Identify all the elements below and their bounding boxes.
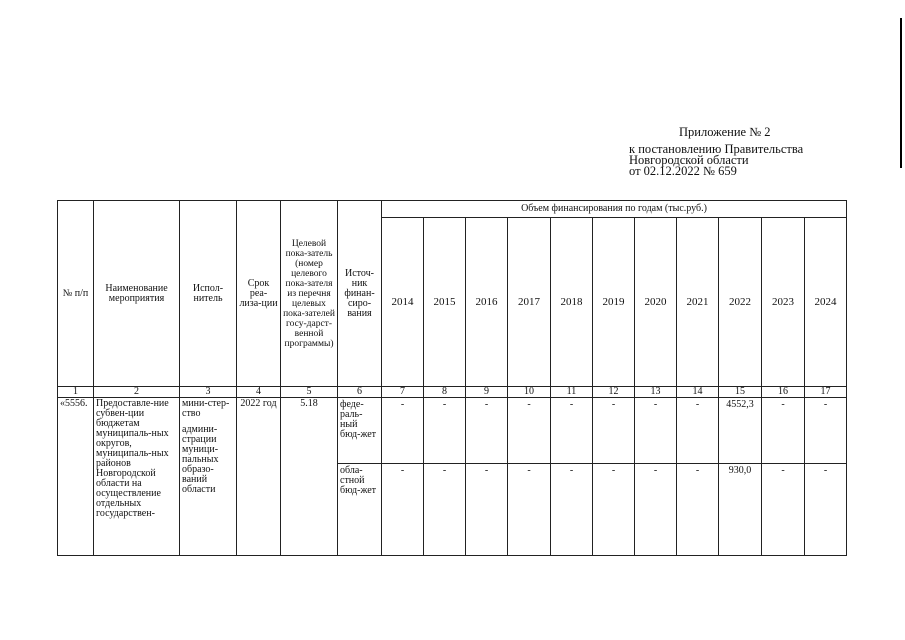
column-numbers-row bbox=[58, 387, 847, 398]
column-number: 14 bbox=[677, 387, 719, 398]
page-edge-mark bbox=[900, 18, 902, 168]
funding-value: - bbox=[762, 398, 805, 464]
column-number: 5 bbox=[281, 387, 338, 398]
funding-value: - bbox=[805, 464, 847, 556]
header-funding: Объем финансирования по годам (тыс.руб.) bbox=[382, 201, 847, 218]
row-executor-a: мини-стер-ство bbox=[182, 398, 230, 419]
appendix-header bbox=[629, 127, 803, 177]
column-number: 11 bbox=[551, 387, 593, 398]
funding-value: - bbox=[424, 398, 466, 464]
source-regional: обла-стной бюд-жет bbox=[338, 464, 382, 556]
funding-value: - bbox=[551, 464, 593, 556]
funding-value: - bbox=[508, 464, 551, 556]
column-number: 16 bbox=[762, 387, 805, 398]
funding-value: - bbox=[382, 464, 424, 556]
year-header: 2016 bbox=[466, 218, 508, 387]
header-source: Источ-ник финан-сиро-вания bbox=[338, 201, 382, 387]
year-header: 2020 bbox=[635, 218, 677, 387]
year-header: 2019 bbox=[593, 218, 635, 387]
column-number: 6 bbox=[338, 387, 382, 398]
appendix-line-2: Новгородской области bbox=[629, 153, 749, 167]
column-number: 17 bbox=[805, 387, 847, 398]
year-header: 2015 bbox=[424, 218, 466, 387]
column-number: 2 bbox=[94, 387, 180, 398]
funding-value: - bbox=[593, 398, 635, 464]
column-number: 7 bbox=[382, 387, 424, 398]
row-name: Предоставле-ние субвен-ции бюджетам муниципаль-ных округов, муниципаль-ных районов Новгородской области на осуществление отдельных государствен- bbox=[94, 398, 180, 556]
year-header: 2014 bbox=[382, 218, 424, 387]
year-header: 2018 bbox=[551, 218, 593, 387]
appendix-line-3: от 02.12.2022 № 659 bbox=[629, 164, 737, 178]
funding-value: - bbox=[382, 398, 424, 464]
row-executor bbox=[180, 398, 237, 556]
source-federal: феде-раль-ный бюд-жет bbox=[338, 398, 382, 464]
funding-value: - bbox=[466, 398, 508, 464]
header-num: № п/п bbox=[58, 201, 94, 387]
column-number: 9 bbox=[466, 387, 508, 398]
column-number: 4 bbox=[237, 387, 281, 398]
row-indicator: 5.18 bbox=[281, 398, 338, 556]
funding-table bbox=[57, 200, 847, 556]
column-number: 8 bbox=[424, 387, 466, 398]
funding-value: - bbox=[635, 398, 677, 464]
funding-value: - bbox=[424, 464, 466, 556]
appendix-title: Приложение № 2 bbox=[679, 125, 771, 139]
year-header: 2022 bbox=[719, 218, 762, 387]
header-indicator: Целевой пока-затель (номер целевого пока-зателя из перечня целевых пока-зателей госу-дарст-венной программы) bbox=[281, 201, 338, 387]
year-header: 2021 bbox=[677, 218, 719, 387]
row-term: 2022 год bbox=[237, 398, 281, 556]
funding-value: - bbox=[508, 398, 551, 464]
funding-value: 930,0 bbox=[719, 464, 762, 556]
funding-value: - bbox=[635, 464, 677, 556]
funding-value: 4552,3 bbox=[719, 398, 762, 464]
funding-value: - bbox=[762, 464, 805, 556]
column-number: 13 bbox=[635, 387, 677, 398]
year-header: 2017 bbox=[508, 218, 551, 387]
header-executor: Испол-нитель bbox=[180, 201, 237, 387]
header-term: Срок реа-лиза-ции bbox=[237, 201, 281, 387]
appendix-line-1: к постановлению Правительства bbox=[629, 142, 804, 156]
funding-value: - bbox=[805, 398, 847, 464]
funding-value: - bbox=[466, 464, 508, 556]
year-header: 2024 bbox=[805, 218, 847, 387]
funding-value: - bbox=[677, 398, 719, 464]
column-number: 12 bbox=[593, 387, 635, 398]
header-name: Наименование мероприятия bbox=[94, 201, 180, 387]
row-executor-b: админи-страции муници-пальных образо-ваний области bbox=[182, 424, 219, 495]
year-header: 2023 bbox=[762, 218, 805, 387]
funding-value: - bbox=[551, 398, 593, 464]
column-number: 15 bbox=[719, 387, 762, 398]
funding-value: - bbox=[593, 464, 635, 556]
column-number: 10 bbox=[508, 387, 551, 398]
row-num: «5556. bbox=[58, 398, 94, 556]
column-number: 1 bbox=[58, 387, 94, 398]
funding-value: - bbox=[677, 464, 719, 556]
column-number: 3 bbox=[180, 387, 237, 398]
